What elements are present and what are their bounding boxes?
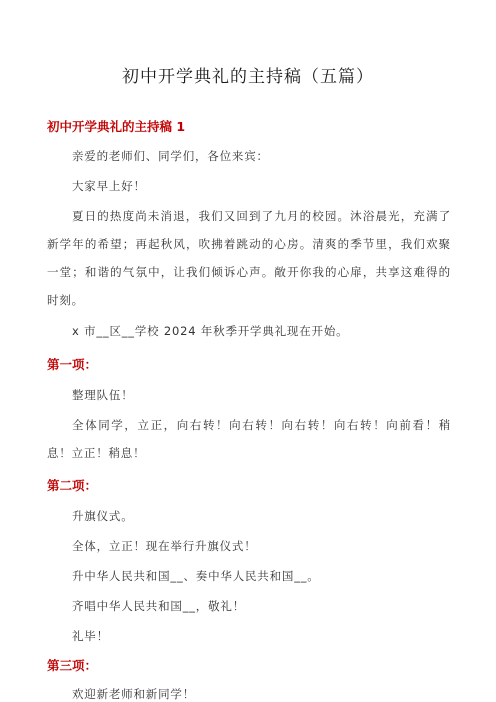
- item1-line: 全体同学，立正，向右转！向右转！向右转！向右转！向前看！稍: [72, 418, 451, 432]
- item2-line: 齐唱中华人民共和国__，敬礼！: [72, 599, 245, 613]
- item3-line: 欢迎新老师和新同学！: [72, 687, 195, 701]
- item2-line: 全体，立正！现在举行升旗仪式！: [72, 539, 257, 553]
- item1-line: 息！立正！稍息！: [47, 446, 146, 460]
- item3-heading: 第三项：: [47, 658, 98, 673]
- item2-line: 礼毕！: [72, 629, 109, 643]
- greeting-line: 亲爱的老师们、同学们，各位来宾：: [72, 149, 269, 163]
- intro-line: 时刻。: [47, 293, 84, 307]
- item2-heading: 第二项：: [47, 478, 98, 493]
- intro-line: 夏日的热度尚未消退，我们又回到了九月的校园。沐浴晨光，充满了: [72, 209, 451, 223]
- article-heading: 初中开学典礼的主持稿 1: [47, 119, 186, 134]
- item1-heading: 第一项：: [47, 357, 98, 372]
- item2-line: 升中华人民共和国__、奏中华人民共和国__。: [72, 569, 320, 583]
- intro-line: 新学年的希望；再起秋风，吹拂着跳动的心房。清爽的季节里，我们欢聚: [47, 237, 451, 251]
- good-morning-line: 大家早上好！: [72, 179, 146, 193]
- intro-line: 一堂；和谐的气氛中，让我们倾诉心声。敞开你我的心扉，共享这难得的: [47, 265, 451, 279]
- item2-line: 升旗仪式。: [72, 509, 134, 523]
- opening-line: x 市__区__学校 2024 年秋季开学典礼现在开始。: [72, 324, 349, 338]
- document-title: 初中开学典礼的主持稿（五篇）: [122, 67, 374, 87]
- item1-line: 整理队伍！: [72, 388, 134, 402]
